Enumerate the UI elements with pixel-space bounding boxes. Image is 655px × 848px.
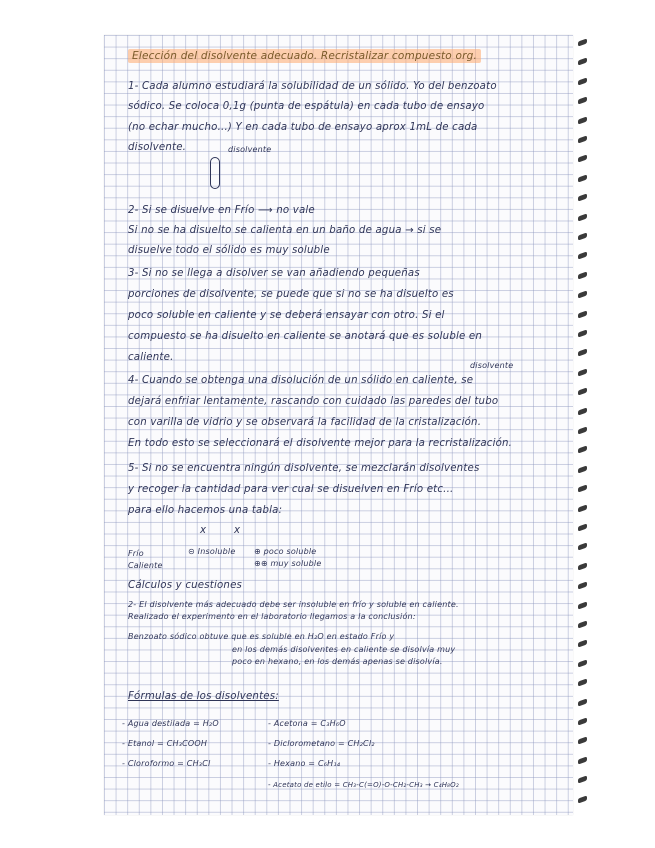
binding-ring: [578, 795, 587, 803]
binding-ring: [578, 58, 587, 66]
binding-ring: [578, 252, 587, 260]
step3-line2: porciones de disolvente, se puede que si no se ha disuelto es: [128, 289, 454, 300]
binding-ring: [578, 737, 587, 745]
binding-ring: [578, 756, 587, 764]
binding-ring: [578, 349, 587, 357]
step1-line3: (no echar mucho...) Y en cada tubo de ensayo aprox 1mL de cada: [128, 122, 478, 133]
binding-ring: [578, 213, 587, 221]
binding-ring: [578, 271, 587, 279]
binding-ring: [578, 310, 587, 318]
formula-acetona: - Acetona = C₃H₆O: [268, 719, 346, 728]
table-mark-2: x: [234, 525, 241, 536]
calc-q2: Realizado el experimento en el laboratorio llegamos a la conclusión:: [128, 612, 416, 621]
binding-ring: [578, 504, 587, 512]
step3-line5: caliente.: [128, 352, 174, 363]
step2-line2: Si no se ha disuelto se calienta en un baño de agua → si se: [128, 225, 442, 236]
binding-ring: [578, 717, 587, 725]
binding-ring: [578, 562, 587, 570]
formula-etanol: - Etanol = CH₃COOH: [122, 739, 208, 748]
notebook-page: [104, 35, 573, 815]
binding-ring: [578, 368, 587, 376]
step4-line1: 4- Cuando se obtenga una disolución de un sólido en caliente, se: [128, 375, 474, 386]
step3-line1: 3- Si no se llega a disolver se van añadiendo pequeñas: [128, 268, 420, 279]
step5-line3: para ello hacemos una tabla:: [128, 505, 283, 516]
formula-cloroformo: - Cloroformo = CH₃Cl: [122, 759, 211, 768]
binding-ring: [578, 582, 587, 590]
binding-ring: [578, 77, 587, 85]
binding-ring: [578, 135, 587, 143]
step1-note: disolvente: [228, 145, 272, 154]
binding-ring: [578, 97, 587, 105]
step4-line3: con varilla de vidrio y se observará la facilidad de la cristalización.: [128, 417, 482, 428]
binding-ring: [578, 194, 587, 202]
binding-ring: [578, 426, 587, 434]
page-title: Elección del disolvente adecuado. Recristalizar compuesto org.: [128, 49, 481, 63]
formula-acetato-etilo: - Acetato de etilo = CH₃-C(=O)-O-CH₂-CH₃ → C₄H₈O₂: [268, 781, 459, 789]
step1-line1: 1- Cada alumno estudiará la solubilidad de un sólido. Yo del benzoato: [128, 81, 497, 92]
binding-ring: [578, 601, 587, 609]
binding-ring: [578, 38, 587, 46]
binding-ring: [578, 388, 587, 396]
step2-line1: 2- Si se disuelve en Frío ⟶ no vale: [128, 205, 315, 216]
step4-line2: dejará enfriar lentamente, rascando con cuidado las paredes del tubo: [128, 396, 499, 407]
step3-line4: compuesto se ha disuelto en caliente se anotará que es soluble en: [128, 331, 483, 342]
step5-line1: 5- Si no se encuentra ningún disolvente, se mezclarán disolventes: [128, 463, 480, 474]
legend-poco-soluble: ⊕ poco soluble: [254, 547, 317, 556]
legend-muy-soluble: ⊕⊕ muy soluble: [254, 559, 322, 568]
formula-diclorometano: - Diclorometano = CH₂Cl₂: [268, 739, 375, 748]
binding-ring: [578, 776, 587, 784]
binding-ring: [578, 116, 587, 124]
binding-ring: [578, 659, 587, 667]
binding-ring: [578, 155, 587, 163]
binding-ring: [578, 543, 587, 551]
binding-ring: [578, 174, 587, 182]
binding-ring: [578, 620, 587, 628]
spiral-binding: [576, 38, 592, 818]
formula-agua: - Agua destilada = H₂O: [122, 719, 219, 728]
binding-ring: [578, 640, 587, 648]
calc-heading: Cálculos y cuestiones: [128, 580, 243, 591]
binding-ring: [578, 329, 587, 337]
binding-ring: [578, 465, 587, 473]
formula-hexano: - Hexano = C₆H₁₄: [268, 759, 341, 768]
calc-q1: 2- El disolvente más adecuado debe ser insoluble en frío y soluble en caliente.: [128, 600, 459, 609]
legend-insoluble: ⊝ Insoluble: [188, 547, 236, 556]
binding-ring: [578, 407, 587, 415]
step4-note: disolvente: [470, 361, 514, 370]
step2-line3: disuelve todo el sólido es muy soluble: [128, 245, 330, 256]
step1-line2: sódico. Se coloca 0,1g (punta de espátula) en cada tubo de ensayo: [128, 101, 485, 112]
binding-ring: [578, 698, 587, 706]
formulas-heading: Fórmulas de los disolventes:: [128, 691, 279, 702]
binding-ring: [578, 679, 587, 687]
step1-line4: disolvente.: [128, 142, 187, 153]
table-mark-1: x: [200, 525, 207, 536]
test-tube-sketch: [210, 157, 220, 189]
step3-line3: poco soluble en caliente y se deberá ensayar con otro. Si el: [128, 310, 445, 321]
binding-ring: [578, 446, 587, 454]
table-row-cold: Frío: [128, 549, 144, 558]
binding-ring: [578, 291, 587, 299]
calc-q3: Benzoato sódico obtuve que es soluble en H₂O en estado Frío y: [128, 632, 395, 641]
calc-q5: poco en hexano, en los demás apenas se disolvía.: [232, 657, 443, 666]
binding-ring: [578, 523, 587, 531]
step4-line4: En todo esto se seleccionará el disolvente mejor para la recristalización.: [128, 438, 513, 449]
binding-ring: [578, 232, 587, 240]
calc-q4: en los demás disolventes en caliente se disolvía muy: [232, 645, 456, 654]
step5-line2: y recoger la cantidad para ver cual se disuelven en Frío etc...: [128, 484, 454, 495]
binding-ring: [578, 485, 587, 493]
table-row-hot: Caliente: [128, 561, 163, 570]
